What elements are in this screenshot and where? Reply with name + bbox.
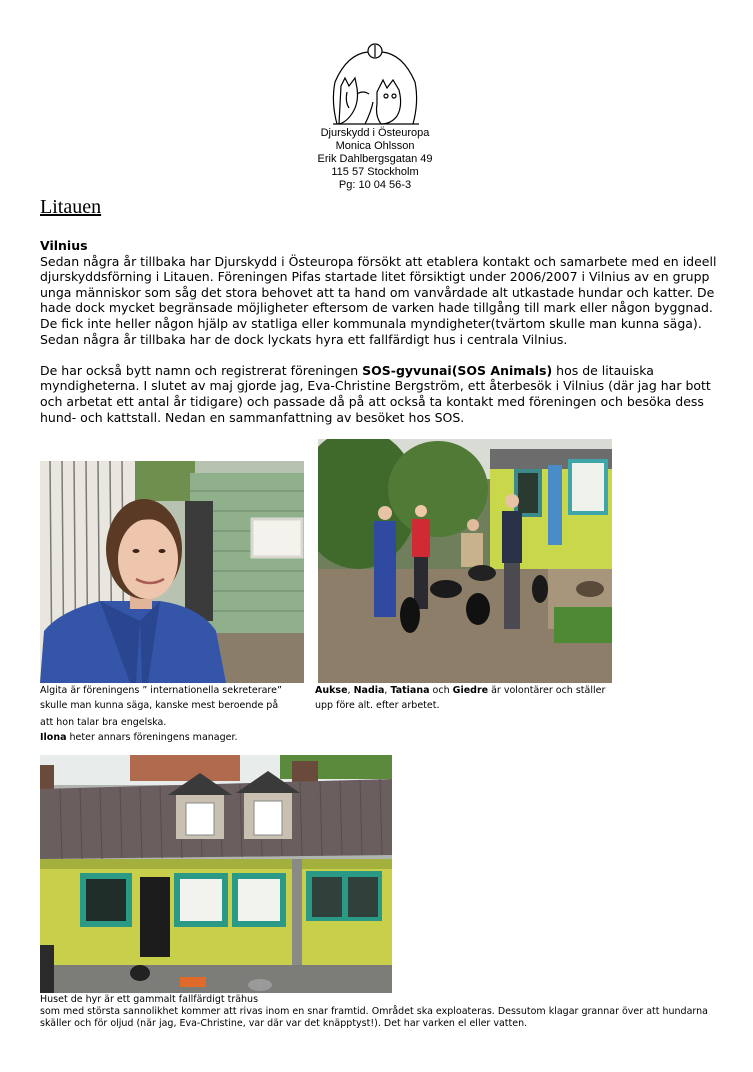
caption-volunteers [315, 685, 645, 697]
caption-separator: , [384, 685, 391, 696]
caption-separator: och [429, 685, 453, 696]
letterhead-postgiro: Pg: 10 04 56-3 [338, 179, 412, 191]
caption-algita-line2: skulle man kunna säga, kanske mest beroende på [40, 700, 279, 711]
caption-algita-line3: att hon talar bra engelska. [40, 717, 167, 728]
volunteer-name-aukse: Aukse [315, 685, 348, 696]
section-heading: Vilnius [40, 238, 88, 253]
photo-algita [40, 461, 304, 683]
caption-ilona-text: heter annars föreningens manager. [66, 732, 238, 743]
letterhead-org: Djurskydd i Östeuropa [320, 127, 430, 139]
page-title: Litauen [40, 196, 102, 218]
caption-algita-line1: Algita är föreningens ” internationella sekreterare” [40, 685, 282, 696]
caption-ilona-name: Ilona [40, 732, 67, 743]
paragraph-visit-pre: De har också bytt namn och registrerat föreningen [40, 362, 363, 378]
photo-house [40, 755, 392, 993]
organization-name: SOS-gyvunai(SOS Animals) [362, 362, 553, 378]
caption-separator: , [347, 685, 354, 696]
paragraph-visit [40, 363, 730, 425]
photo-volunteers [318, 439, 612, 683]
caption-volunteers-text: är volontärer och ställer [488, 685, 606, 696]
paragraph-intro: Sedan några år tillbaka har Djurskydd i Östeuropa försökt att etablera kontakt och samarbete med en ideell djurskyddsförning i Litauen. Föreningen Pifas startade litet försiktigt under 2006/2007 i Vilnius av en grupp unga människor som såg det stora behovet att ta hand om vanvårdade alt utkastade hundar och katter. De hade dock mycket begränsade möjligheter eftersom de varken hade tillgång till mark eller någon byggnad. De fick inte heller någon hjälp av statliga eller kommunala myndigheter(tvärtom skulle man kunna säga). Sedan några år tillbaka har de dock lyckats hyra ett fallfärdigt hus i centrala Vilnius. [40, 253, 717, 347]
caption-house-line2: som med största sannolikhet kommer att rivas inom en snar framtid. Området ska exploateras. Dessutom klagar grannar över att hundarna skäller och för oljud (när jag, Eva-Christine, var där var det knäpptyst!). Det har varken el eller vatten. [40, 1006, 708, 1029]
letterhead-city: 115 57 Stockholm [331, 166, 419, 178]
volunteer-name-nadia: Nadia [353, 685, 385, 696]
letterhead-street: Erik Dahlbergsgatan 49 [317, 153, 433, 165]
organization-logo [327, 42, 423, 128]
caption-ilona [40, 732, 340, 744]
letterhead-name: Monica Ohlsson [335, 140, 415, 152]
volunteer-name-giedre: Giedre [452, 685, 489, 696]
volunteer-name-tatiana: Tatiana [390, 685, 430, 696]
section-vilnius [40, 238, 730, 425]
caption-volunteers-line2: upp före alt. efter arbetet. [315, 700, 440, 711]
paragraph-visit-post: hos de litauiska myndigheterna. I slutet av maj gjorde jag, Eva-Christine Bergström, ett återbesök i Vilnius (där jag har bott och arbetat ett antal år tidigare) och passade då på att också ta kontakt med föreningen och besöka dess hund- och kattstall. Nedan en sammanfattning av besöket hos SOS. [40, 362, 711, 425]
caption-house-line1: Huset de hyr är ett gammalt fallfärdigt trähus [40, 994, 259, 1005]
